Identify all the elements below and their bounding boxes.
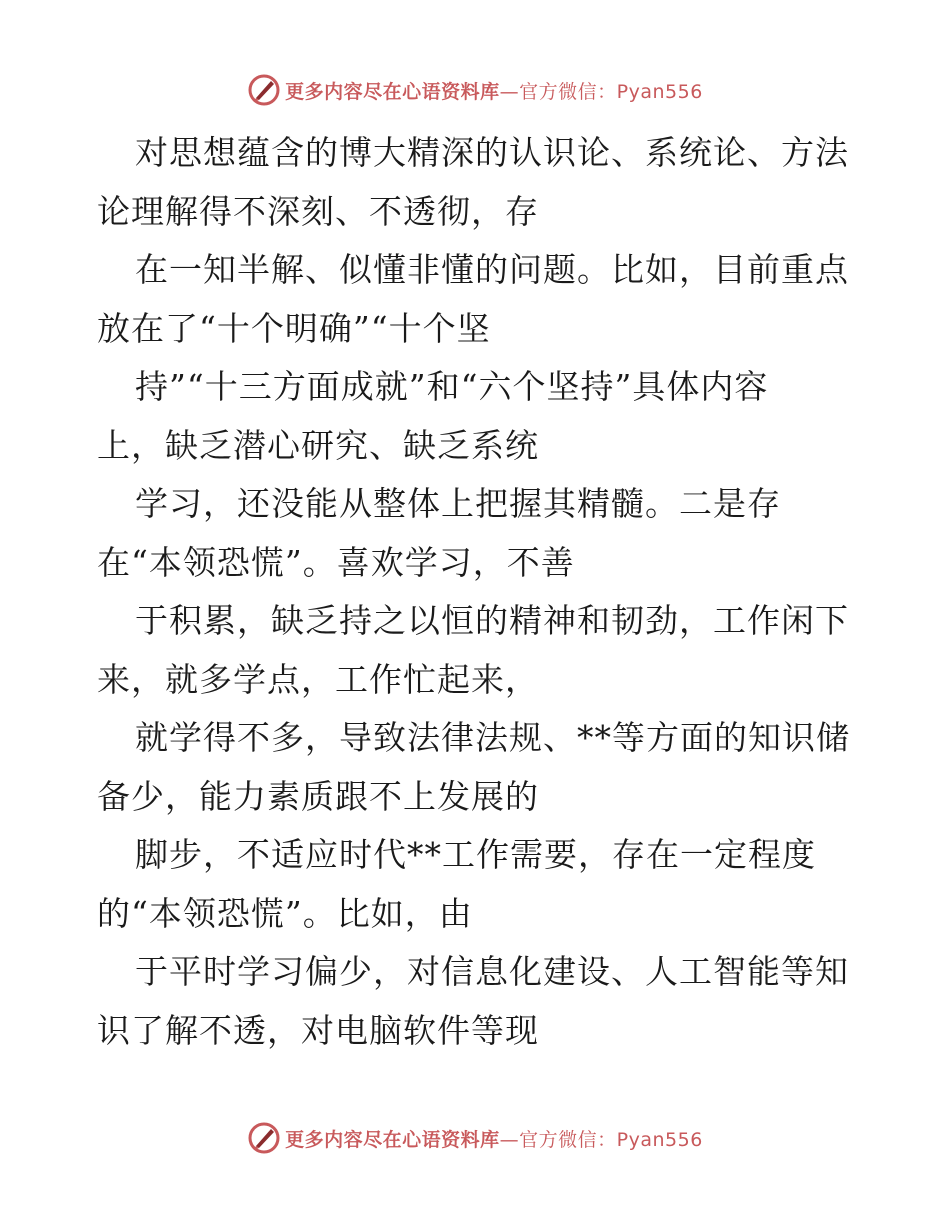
body-line: 就学得不多，导致法律法规、**等方面的知识储 <box>135 718 850 757</box>
body-line: 于平时学习偏少，对信息化建设、人工智能等知 <box>135 952 849 991</box>
body-line: 的“本领恐慌”。比如，由 <box>97 893 473 933</box>
body-line: 脚步，不适应时代**工作需要，存在一定程度 <box>135 835 816 874</box>
body-line: 学习，还没能从整体上把握其精髓。二是存 <box>135 484 781 523</box>
quill-logo-icon <box>247 73 281 107</box>
document-body <box>97 124 857 1060</box>
footer-site-text: 更多内容尽在心语资料库 <box>285 1128 500 1151</box>
body-line: 在一知半解、似懂非懂的问题。比如，目前重点 <box>135 250 849 289</box>
body-line: 来，就多学点，工作忙起来， <box>97 659 539 699</box>
body-line: 备少，能力素质跟不上发展的 <box>97 776 539 816</box>
quill-logo-icon <box>247 1121 281 1155</box>
body-line: 持”“十三方面成就”和“六个坚持”具体内容 <box>135 367 769 406</box>
header-banner <box>0 70 950 110</box>
body-line: 对思想蕴含的博大精深的认识论、系统论、方法 <box>135 133 849 172</box>
body-line: 于积累，缺乏持之以恒的精神和韧劲，工作闲下 <box>135 601 849 640</box>
body-line: 论理解得不深刻、不透彻，存 <box>97 191 539 231</box>
body-line: 识了解不透，对电脑软件等现 <box>97 1010 539 1050</box>
footer-banner <box>0 1118 950 1158</box>
header-wechat-text: —官方微信：Pyan556 <box>499 80 703 103</box>
body-line: 上，缺乏潜心研究、缺乏系统 <box>97 425 539 465</box>
body-line: 放在了“十个明确”“十个坚 <box>97 308 491 348</box>
header-site-text: 更多内容尽在心语资料库 <box>285 80 500 103</box>
body-line: 在“本领恐慌”。喜欢学习，不善 <box>97 542 575 582</box>
footer-wechat-text: —官方微信：Pyan556 <box>499 1128 703 1151</box>
